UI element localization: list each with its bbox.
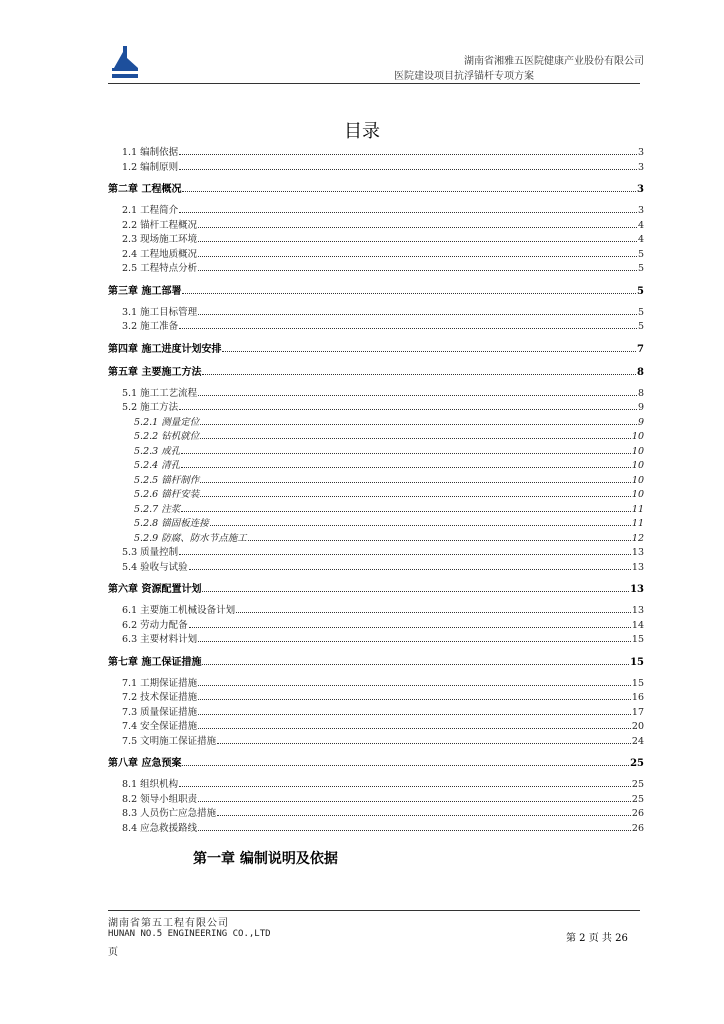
toc-entry-label: 第二章 工程概况 — [108, 184, 182, 195]
toc-entry[interactable] — [108, 399, 644, 414]
toc-entry-label: 第三章 施工部署 — [108, 285, 182, 297]
toc-entry-label: 5.2 施工方法 — [122, 402, 179, 413]
toc-leader-dots — [198, 830, 631, 831]
toc-entry-page: 25 — [630, 758, 644, 769]
toc-leader-dots — [179, 409, 637, 410]
toc-entry[interactable] — [108, 820, 644, 835]
toc-entry-label: 8.4 应急救援路线 — [122, 822, 198, 834]
toc-leader-dots — [182, 293, 636, 294]
toc-leader-dots — [181, 467, 631, 468]
company-logo-icon — [110, 44, 140, 80]
toc-leader-dots — [198, 714, 631, 715]
toc-entry-page: 10 — [631, 489, 644, 500]
header-company: 湖南省湘雅五医院健康产业股份有限公司 — [464, 56, 644, 67]
toc-leader-dots — [198, 395, 637, 396]
toc-leader-dots — [181, 453, 631, 454]
toc-entry-page: 14 — [631, 619, 644, 631]
toc-leader-dots — [179, 169, 637, 170]
toc-entry[interactable] — [108, 559, 644, 574]
toc-entry-page: 24 — [631, 735, 644, 747]
toc-entry-page: 3 — [637, 161, 644, 173]
toc-entry-label: 2.4 工程地质概况 — [122, 248, 198, 260]
footer-rule — [108, 910, 640, 911]
toc-entry[interactable] — [108, 231, 644, 246]
toc-leader-dots — [217, 815, 631, 816]
toc-entry-page: 5 — [637, 306, 644, 318]
toc-leader-dots — [236, 612, 631, 613]
toc-entry[interactable] — [108, 318, 644, 333]
toc-entry-page: 25 — [631, 793, 644, 805]
toc-entry[interactable] — [108, 530, 644, 545]
toc-entry[interactable] — [108, 718, 644, 733]
toc-entry-page: 17 — [631, 706, 644, 718]
toc-entry-label: 6.2 劳动力配备 — [122, 619, 188, 631]
toc-entry-label: 5.2.8 锚固板连接 — [134, 518, 209, 529]
toc-entry-label: 2.5 工程特点分析 — [122, 263, 198, 274]
toc-entry-label: 7.3 质量保证措施 — [122, 706, 198, 718]
toc-entry-label: 第四章 施工进度计划安排 — [108, 343, 222, 355]
toc-entry-label: 5.2.9 防腐、防水节点施工 — [134, 532, 247, 544]
toc-entry-label: 3.2 施工准备 — [122, 321, 179, 332]
toc-leader-dots — [182, 765, 629, 766]
table-of-contents — [108, 144, 644, 834]
toc-leader-dots — [198, 728, 631, 729]
toc-entry-page: 13 — [631, 561, 644, 573]
toc-entry-page: 5 — [637, 285, 644, 297]
toc-entry-label: 7.2 技术保证措施 — [122, 692, 198, 703]
toc-entry-label: 8.2 领导小组职责 — [122, 793, 198, 805]
toc-leader-dots — [200, 496, 631, 497]
toc-entry-page: 16 — [631, 692, 644, 703]
toc-leader-dots — [217, 743, 631, 744]
toc-entry-page: 8 — [637, 366, 644, 378]
toc-entry-label: 2.2 锚杆工程概况 — [122, 219, 198, 231]
toc-chapter-entry[interactable] — [108, 363, 644, 379]
toc-entry-page: 12 — [631, 532, 644, 544]
toc-entry-page: 7 — [637, 343, 644, 355]
toc-leader-dots — [179, 212, 637, 213]
header-doc-title: 医院建设项目抗浮锚杆专项方案 — [394, 71, 534, 82]
toc-entry-page: 15 — [630, 656, 644, 668]
toc-leader-dots — [210, 525, 631, 526]
toc-leader-dots — [189, 569, 631, 570]
toc-entry-label: 5.2.1 测量定位 — [134, 416, 200, 428]
toc-entry-label: 5.2.6 锚杆安装 — [134, 489, 200, 500]
toc-entry-label: 5.2.5 锚杆制作 — [134, 474, 200, 486]
toc-entry-page: 11 — [631, 518, 644, 529]
toc-entry-label: 8.3 人员伤亡应急措施 — [122, 808, 217, 819]
toc-entry[interactable] — [108, 217, 644, 232]
toc-leader-dots — [198, 270, 637, 271]
toc-entry-page: 26 — [631, 808, 644, 819]
toc-entry-label: 5.2.3 成孔 — [134, 445, 181, 457]
toc-entry-label: 8.1 组织机构 — [122, 779, 179, 790]
toc-leader-dots — [222, 351, 636, 352]
toc-entry-label: 5.2.2 钻机就位 — [134, 431, 200, 442]
toc-chapter-entry[interactable] — [108, 580, 644, 596]
toc-entry-page: 10 — [631, 445, 644, 457]
toc-entry[interactable] — [108, 260, 644, 275]
toc-entry-label: 5.2.7 注浆 — [134, 503, 181, 515]
toc-chapter-entry[interactable] — [108, 340, 644, 356]
toc-entry-label: 5.2.4 清孔 — [134, 460, 181, 471]
toc-entry[interactable] — [108, 544, 644, 559]
toc-entry[interactable] — [108, 689, 644, 704]
toc-leader-dots — [181, 511, 631, 512]
toc-leader-dots — [198, 314, 637, 315]
toc-entry-page: 13 — [631, 547, 644, 558]
toc-entry[interactable] — [108, 704, 644, 719]
toc-leader-dots — [198, 241, 637, 242]
toc-entry-page: 11 — [631, 503, 644, 515]
toc-chapter-entry[interactable] — [108, 653, 644, 669]
toc-entry[interactable] — [108, 159, 644, 174]
toc-leader-dots — [198, 227, 637, 228]
toc-entry-label: 2.3 现场施工环境 — [122, 234, 198, 245]
toc-entry-label: 7.1 工期保证措施 — [122, 677, 198, 689]
toc-entry[interactable] — [108, 443, 644, 458]
toc-entry[interactable] — [108, 501, 644, 516]
toc-entry[interactable] — [108, 805, 644, 820]
toc-leader-dots — [200, 438, 631, 439]
toc-leader-dots — [202, 664, 629, 665]
toc-leader-dots — [198, 256, 637, 257]
toc-entry[interactable] — [108, 414, 644, 429]
toc-entry-page: 20 — [631, 721, 644, 732]
toc-chapter-entry[interactable] — [108, 282, 644, 298]
toc-entry[interactable] — [108, 733, 644, 748]
toc-entry-page: 26 — [631, 822, 644, 834]
toc-title: 目录 — [344, 121, 380, 142]
toc-entry-label: 2.1 工程简介 — [122, 205, 179, 216]
toc-entry[interactable] — [108, 304, 644, 319]
toc-entry-page: 9 — [637, 416, 644, 428]
toc-leader-dots — [182, 191, 636, 192]
toc-entry-page: 13 — [630, 584, 644, 595]
footer-company-en: HUNAN NO.5 ENGINEERING CO.,LTD — [108, 929, 271, 939]
toc-leader-dots — [248, 540, 631, 541]
toc-entry[interactable] — [108, 486, 644, 501]
toc-entry-page: 9 — [637, 402, 644, 413]
toc-entry-page: 5 — [637, 321, 644, 332]
toc-entry[interactable] — [108, 515, 644, 530]
toc-leader-dots — [202, 591, 629, 592]
toc-entry-page: 5 — [637, 248, 644, 260]
toc-leader-dots — [198, 699, 631, 700]
toc-leader-dots — [200, 424, 637, 425]
toc-entry-label: 7.4 安全保证措施 — [122, 721, 198, 732]
chapter-heading: 第一章 编制说明及依据 — [193, 851, 338, 867]
toc-entry[interactable] — [108, 776, 644, 791]
toc-entry[interactable] — [108, 472, 644, 487]
footer-page-info: 第 2 页 共 26 — [566, 933, 628, 944]
toc-entry[interactable] — [108, 617, 644, 632]
toc-entry-page: 25 — [631, 779, 644, 790]
toc-entry-page: 15 — [631, 677, 644, 689]
toc-entry-page: 10 — [631, 474, 644, 486]
toc-entry[interactable] — [108, 144, 644, 159]
toc-entry-label: 6.1 主要施工机械设备计划 — [122, 605, 236, 616]
toc-entry[interactable] — [108, 246, 644, 261]
toc-entry-label: 第六章 资源配置计划 — [108, 584, 202, 595]
toc-entry[interactable] — [108, 602, 644, 617]
toc-entry-page: 3 — [637, 147, 644, 158]
toc-entry-label: 第五章 主要施工方法 — [108, 366, 202, 378]
toc-leader-dots — [179, 786, 631, 787]
toc-entry-label: 3.1 施工目标管理 — [122, 306, 198, 318]
toc-entry[interactable] — [108, 428, 644, 443]
toc-entry-page: 15 — [631, 634, 644, 645]
toc-entry-page: 10 — [631, 431, 644, 442]
toc-chapter-entry[interactable] — [108, 180, 644, 196]
footer-company-cn: 湖南省第五工程有限公司 — [108, 918, 229, 929]
toc-entry[interactable] — [108, 202, 644, 217]
toc-entry-label: 5.4 验收与试验 — [122, 561, 188, 573]
toc-entry-page: 5 — [637, 263, 644, 274]
toc-entry[interactable] — [108, 631, 644, 646]
toc-entry-label: 第八章 应急预案 — [108, 758, 182, 769]
footer-page-suffix: 页 — [108, 947, 118, 958]
toc-entry[interactable] — [108, 791, 644, 806]
toc-entry-page: 4 — [637, 219, 644, 231]
toc-entry[interactable] — [108, 385, 644, 400]
toc-leader-dots — [202, 374, 636, 375]
header-rule — [108, 83, 640, 84]
toc-leader-dots — [198, 685, 631, 686]
toc-leader-dots — [179, 328, 637, 329]
toc-entry-label: 6.3 主要材料计划 — [122, 634, 198, 645]
toc-leader-dots — [179, 154, 637, 155]
toc-leader-dots — [200, 482, 631, 483]
toc-entry-label: 5.3 质量控制 — [122, 547, 179, 558]
toc-entry-label: 1.2 编制原则 — [122, 161, 179, 173]
toc-leader-dots — [198, 801, 631, 802]
toc-entry-page: 3 — [637, 205, 644, 216]
toc-entry[interactable] — [108, 675, 644, 690]
toc-chapter-entry[interactable] — [108, 754, 644, 770]
toc-leader-dots — [179, 554, 631, 555]
toc-leader-dots — [189, 627, 631, 628]
toc-entry-page: 8 — [637, 387, 644, 399]
toc-entry-label: 7.5 文明施工保证措施 — [122, 735, 217, 747]
toc-entry[interactable] — [108, 457, 644, 472]
toc-entry-page: 3 — [637, 184, 644, 195]
toc-entry-label: 1.1 编制依据 — [122, 147, 179, 158]
toc-entry-label: 5.1 施工工艺流程 — [122, 387, 198, 399]
toc-entry-label: 第七章 施工保证措施 — [108, 656, 202, 668]
toc-leader-dots — [198, 641, 631, 642]
toc-entry-page: 4 — [637, 234, 644, 245]
toc-entry-page: 13 — [631, 605, 644, 616]
toc-entry-page: 10 — [631, 460, 644, 471]
